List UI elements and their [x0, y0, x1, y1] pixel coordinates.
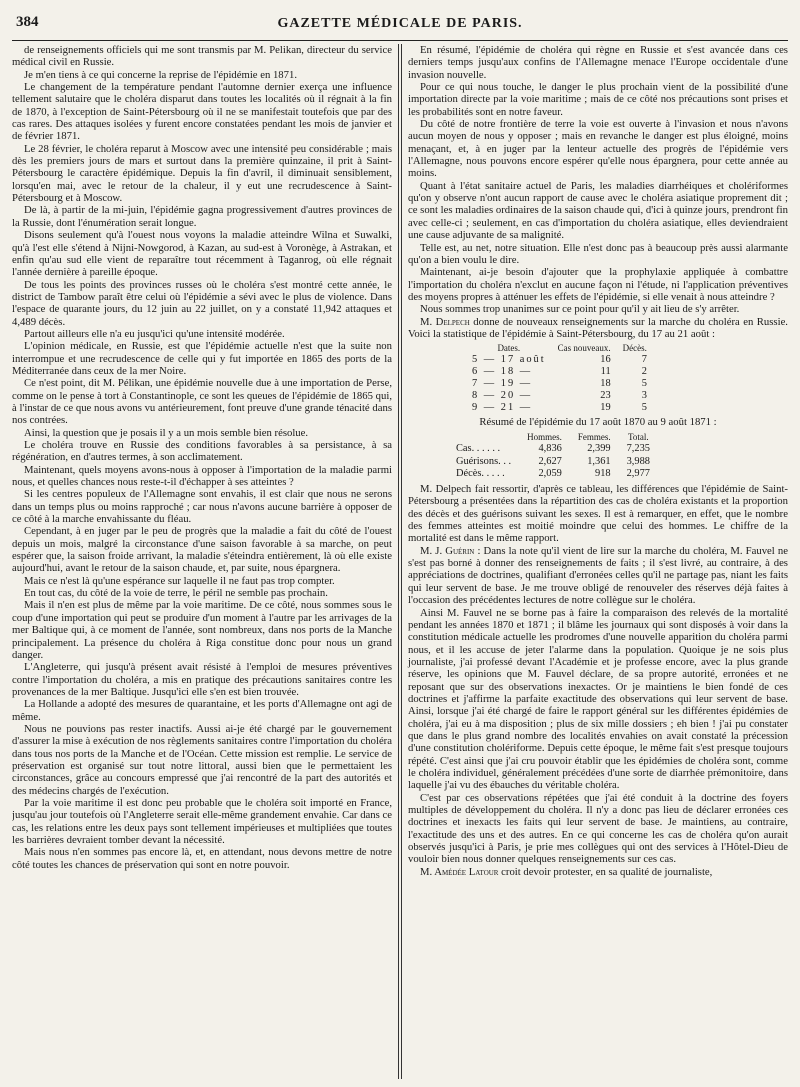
table-row	[466, 402, 653, 414]
paragraph: L'Angleterre, qui jusqu'à présent avait résisté à l'emploi de mesures préventives contre l'importation du choléra, a mis en pratique des précautions sanitaires contre les provenances de la mer Baltique. Jusqu'ici elle s'en est bien trouvée.	[12, 661, 392, 698]
table-cell-date: 7 — 19 —	[471, 378, 533, 390]
table-cell-total: 7,235	[626, 443, 650, 455]
table-header: Décès.	[622, 343, 647, 354]
paragraph: Si les centres populeux de l'Allemagne sont envahis, il est clair que nous ne serons dans un temps plus ou moins rapproché ; car nous n'avons aucune barrière à opposer de ce côté à la marche envahissante du fléau.	[12, 488, 392, 526]
table-cell-deaths: 5	[641, 378, 647, 390]
table-cell-date: 9 — 21 —	[471, 402, 533, 414]
delpech-intro-text: donne de nouveaux renseignements sur la marche du choléra en Russie. Voici la statistique de l'épidémie à Saint-Pétersbourg, du 17 au 21 août :	[407, 315, 788, 340]
speaker-name: M. J. Guérin	[419, 544, 475, 557]
speaker-name: M. Delpech	[419, 315, 470, 328]
paragraph: Partout ailleurs elle n'a eu jusqu'ici qu'une intensité modérée.	[24, 327, 285, 340]
table-cell-date: 5 — 17 août	[471, 354, 546, 366]
table-header: Hommes.	[527, 432, 562, 443]
paragraph: de renseignements officiels qui me sont transmis par M. Pelikan, directeur du service médical civil en Russie.	[12, 44, 392, 69]
table-cell-women: 918	[595, 467, 611, 479]
table-cell-deaths: 2	[641, 366, 647, 378]
paragraph: Ce n'est point, dit M. Pélikan, une épidémie nouvelle due à une importation de Perse, comme on le pense à tort à Constantinople, ce sont les queues de l'épidémie de 1865 qui, à l'instar de ce que nous avons vu antérieurement, font preuve d'une grande ténacité dans nos contrées.	[12, 377, 392, 427]
table-cell-total: 3,988	[626, 455, 650, 467]
paragraph: Telle est, au net, notre situation. Elle n'est donc pas à beaucoup près aussi alarmante qu'on a bien voulu le dire.	[407, 241, 788, 266]
paragraph: Le changement de la température pendant l'automne dernier exerça une influence tellement salutaire que le choléra disparut dans toutes les localités où il régnait à la fin de 1870, à l'exception de Saint-Pétersbourg où il ne se manifestait toutefois que par des cas rares. Des attaques isolées y furent encore constatées pendant les mois de janvier et de février 1871.	[12, 81, 392, 143]
table-header: Femmes.	[577, 432, 611, 443]
table-row	[466, 390, 653, 402]
table-cell-total: 2,977	[626, 467, 650, 479]
table-header: Cas nouveaux.	[557, 343, 611, 354]
table-row	[466, 366, 653, 378]
paragraph: Ainsi M. Fauvel ne se borne pas à faire la comparaison des relevés de la mortalité pendant les années 1870 et 1871 ; il blâme les journaux qui sont disposés à voir dans la constitution médicale actuelle les prodromes d'une nouvelle apparition du choléra parmi nous, et il les accuse de jeter l'alarme dans la population. Quoique je ne sois plus journaliste, j'ai professé devant l'Académie et je professe encore, avec la plus grande réserve, les opinions que M. Fauvel déclare, de sa propre autorité, erronées et ne reposant que sur des observations inexactes. Or je maintiens le bien fondé de ces doctrines et j'affirme la parfaite exactitude des observations qui leur servent de base. Ainsi, lorsque j'ai été chargé de faire le rapport général sur les différentes épidémies de choléra, j'ai eu à ma disposition ; plus de six mille dossiers ; eh bien ! j'ai pu constater que dans le plus grand nombre des localités envahies on avait constaté la précession d'une constitution cholériforme. Depuis cette époque, le même fait s'est presque toujours répété. C'est ainsi que j'ai cru pouvoir établir que les épidémies de choléra sont, comme le choléra individuel, généralement précédées d'une sorte de diarrhée prémonitoire, dans laquelle j'ai vu des ébauches du véritable choléra.	[407, 606, 788, 792]
table-cell-cases: 23	[600, 390, 611, 402]
paragraph: Nous sommes trop unanimes sur ce point pour qu'il y ait lieu de s'y arrêter.	[419, 303, 740, 316]
table-header-blank	[448, 431, 519, 443]
paragraph: C'est par ces observations répétées que j'ai été conduit à la doctrine des foyers multiples de développement du choléra. Il n'y a donc pas lieu de déclarer erronées ces doctrines et inexacts les faits qui leur servent de base. Je maintiens, au contraire, l'exactitude des uns et des autres. En ce qui concerne les cas de choléra qu'on aurait observés jusqu'ici à Paris, je prie mes collègues qui ont des services à l'Hôtel-Dieu de vouloir bien nous donner quelques renseignements sur ces cas.	[407, 791, 788, 866]
guerin-paragraph	[408, 545, 788, 607]
table-row	[466, 378, 653, 390]
table-row	[466, 354, 653, 366]
paragraph: Disons seulement qu'à l'ouest nous voyons la maladie atteindre Wilna et Suwalki, qu'à l'est elle s'étend à Nijni-Nowgorod, à Kazan, au sud-est à Voronège, à Astrakan, et enfin qu'au sud elle vient de reparaître tout récemment à Taganrog, où elle régnait l'année dernière à pareille époque.	[12, 229, 392, 279]
journal-title: GAZETTE MÉDICALE DE PARIS.	[277, 16, 523, 31]
table-cell-deaths: 3	[641, 390, 647, 402]
right-column-top	[408, 44, 788, 316]
table-cell-cases: 19	[600, 402, 611, 414]
paragraph: Le 28 février, le choléra reparut à Moscow avec une intensité peu considérable ; mais dès les premiers jours de mars et surtout dans la première quinzaine, il prit à Saint-Pétersbourg le caractère épidémique. Depuis la fin d'avril, il diminuait sensiblement, lorsqu'en mai, avec le retour de la chaleur, il y eut une recrudescence à Saint-Pétersbourg et à Moscow.	[12, 142, 392, 205]
paragraph: Mais nous n'en sommes pas encore là, et, en attendant, nous devons mettre de notre côté toutes les chances de préservation qui sont en notre pouvoir.	[12, 846, 392, 871]
guerin-text: : Dans la note qu'il vient de lire sur la marche du choléra, M. Fauvel ne s'est pas borné à donner des renseignements de faits ; il s'est livré, au contraire, à des appréciations de doctrines, qualifiant d'erronées celles qu'il ne partage pas, niant les faits qui leur servent de base. Je me trouve obligé de renouveler des réserves déjà faites à l'occasion des précédentes lectures de notre collègue sur le choléra.	[407, 544, 788, 607]
summary-title: Résumé de l'épidémie du 17 août 1870 au 9 août 1871 :	[479, 416, 717, 429]
paragraph: Cependant, à en juger par le peu de progrès que la maladie a fait du côté de l'ouest depuis un mois, malgré la circonstance d'une saison favorable à sa marche, on peut espérer que, la saison froide arrivant, la maladie s'éteindra entièrement, là où elle existe aujourd'hui, avant le retour de la saison chaude, et, par suite, nous épargnera.	[12, 525, 392, 575]
latour-paragraph	[408, 866, 788, 878]
paragraph: De là, à partir de la mi-juin, l'épidémie gagna progressivement d'autres provinces de la Russie, dont l'énumération serait longue.	[12, 204, 392, 229]
table-cell-deaths: 5	[641, 402, 647, 414]
table-cell-men: 2,059	[538, 467, 562, 479]
delpech-intro	[408, 316, 788, 341]
table-cell-women: 1,361	[587, 455, 611, 467]
paragraph: Mais il n'en est plus de même par la voie maritime. De ce côté, nous sommes sous le coup d'une importation qui peut se produire d'un moment à l'autre par les arrivages de la mer Baltique qui, à ce moment de l'année, sont nombreux, dans nos ports de la Manche principalement. La présence du choléra à Riga constitue donc pour nous un grand danger.	[12, 599, 392, 661]
table-row	[448, 468, 658, 480]
table-cell-label: Guérisons. . .	[455, 455, 512, 467]
table-cell-label: Cas. . . . . .	[455, 443, 501, 455]
table-cell-cases: 11	[600, 366, 611, 378]
table-row	[448, 456, 658, 468]
paragraph: Maintenant, quels moyens avons-nous à opposer à l'importation de la maladie parmi nous, et quelles chances nous reste-t-il d'échapper à ses atteintes ?	[12, 463, 392, 489]
speaker-name: M. Amédée Latour	[419, 865, 499, 878]
paragraph: Quant à l'état sanitaire actuel de Paris, les maladies diarrhéiques et cholériformes qu'on y observe n'ont aucun rapport de cause avec le choléra asiatique proprement dit ; ce sont les maladies ordinaires de la saison chaude qui, d'ici à quinze jours, prendront fin avec celle-ci ; seulement, en cas d'importation du choléra asiatique, elles deviendraient une cause adjuvante de sa malignité.	[407, 179, 788, 242]
table-cell-men: 4,836	[538, 443, 562, 455]
table-cell-men: 2,627	[538, 455, 562, 467]
table-cell-deaths: 7	[641, 354, 647, 366]
page-number: 384	[16, 14, 39, 30]
table-cell-women: 2,399	[587, 443, 611, 455]
daily-statistics-table	[466, 342, 653, 414]
paragraph: Du côté de notre frontière de terre la voie est ouverte à l'invasion et nous n'avons aucun moyen de nous y opposer ; mais en revanche le danger est plus éloigné, moins menaçant, et, à en juger par la lenteur actuelle des progrès de l'épidémie vers l'Allemagne, nous pouvons encore espérer qu'elle nous épargnera, pour cette année au moins.	[407, 118, 788, 180]
summary-table	[448, 431, 658, 480]
paragraph: Pour ce qui nous touche, le danger le plus prochain vient de la possibilité d'une importation directe par la voie maritime ; mais de ce côté nos précautions sont prises et les probabilités sont en notre faveur.	[407, 81, 788, 118]
table-cell-date: 8 — 20 —	[471, 390, 533, 402]
paragraph: Ainsi, la question que je posais il y a un mois semble bien résolue.	[24, 426, 309, 439]
table-cell-cases: 18	[600, 378, 611, 390]
table-cell-cases: 16	[600, 354, 611, 366]
right-column-end	[408, 607, 788, 866]
paragraph: De tous les points des provinces russes où le choléra s'est montré cette année, le district de Tambow paraît être celui où l'épidémie a sévi avec le plus de violence. Dans l'espace de quarante jours, du 12 juin au 22 juillet, on y a constaté 11,942 attaques et 4,489 décès.	[12, 278, 392, 328]
paragraph: Mais ce n'est là qu'une espérance sur laquelle il ne faut pas trop compter.	[24, 574, 335, 587]
table-header: Dates.	[497, 343, 521, 354]
paragraph: Le choléra trouve en Russie des conditions favorables à sa persistance, à sa régénération, en d'autres termes, à son acclimatement.	[12, 439, 392, 464]
right-column-bottom	[408, 483, 788, 545]
paragraph: Je m'en tiens à ce qui concerne la reprise de l'épidémie en 1871.	[24, 68, 298, 81]
paragraph: L'opinion médicale, en Russie, est que l'épidémie actuelle n'est que la suite non interrompue et une recrudescence de celle qui y fut importée en 1865 des ports de la Méditerranée dans ceux de la mer Noire.	[12, 340, 392, 377]
left-column	[12, 44, 398, 1079]
paragraph: Par la voie maritime il est donc peu probable que le choléra soit importé en France, jusqu'au jour toutefois où l'Angleterre serait elle-même grandement envahie. Car dans ce cas, les relations entre les deux pays sont tellement impérieuses et multipliées que toutes les barrières devraient tomber devant la nécessité.	[12, 796, 392, 846]
paragraph: Nous ne pouvions pas rester inactifs. Aussi ai-je été chargé par le gouvernement d'assurer la mise à exécution de nos règlements sanitaires contre l'importation du choléra dans tous nos ports de la Manche et de l'Océan. Cette mission est remplie. Le service de préservation est organisé sur tout notre littoral, aussi bien que le permettaient les circonstances, grâce au concours empressé que j'ai rencontré de la part des autorités et des médecins chargés de l'exécution.	[12, 722, 392, 797]
latour-text: croit devoir protester, en sa qualité de journaliste,	[498, 865, 713, 878]
paragraph: Maintenant, ai-je besoin d'ajouter que la prophylaxie appliquée à combattre l'importation du choléra n'exclut en aucune façon ni l'étude, ni l'application préventives des moyens propres à atténuer les effets de l'épidémie, si elle venait à nous atteindre ?	[407, 266, 788, 303]
table-header: Total.	[627, 432, 649, 443]
columns	[12, 44, 788, 1079]
paragraph: En résumé, l'épidémie de choléra qui règne en Russie et s'est avancée dans ces derniers temps jusqu'aux confins de l'Allemagne menace l'Europe occidentale d'une invasion nouvelle.	[407, 44, 788, 81]
table-cell-date: 6 — 18 —	[471, 366, 533, 378]
table-row	[448, 443, 658, 455]
paragraph: La Hollande a adopté des mesures de quarantaine, et les ports d'Allemagne ont agi de même.	[12, 698, 392, 723]
paragraph: M. Delpech fait ressortir, d'après ce tableau, les différences que l'épidémie de Saint-Pétersbourg a présentées dans la répartition des cas de choléra existants et la proportion des décès et des guérisons suivant les sexes. Il est à remarquer, en effet, que le nombre des femmes atteintes est moitié moindre que celui des hommes. Le chiffre de la mortalité est dans le même rapport.	[407, 483, 788, 545]
paragraph: En tout cas, du côté de la voie de terre, le péril ne semble pas prochain.	[24, 587, 328, 600]
table-cell-label: Décès. . . . .	[455, 467, 505, 479]
right-column	[402, 44, 788, 1079]
